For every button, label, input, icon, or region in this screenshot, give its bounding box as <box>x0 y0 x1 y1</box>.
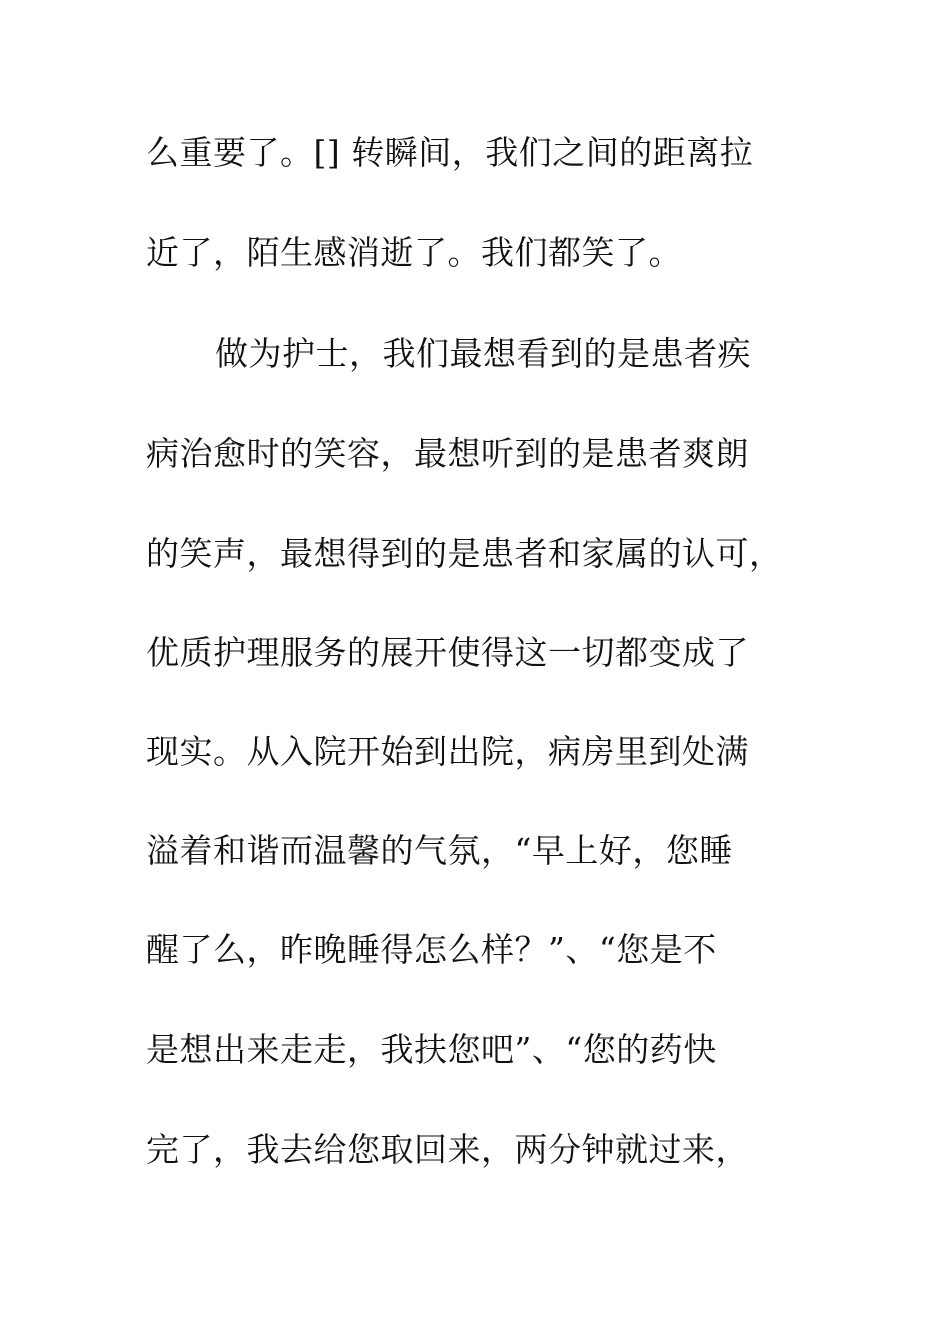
text-line: 么重要了。[] 转瞬间，我们之间的距离拉 <box>146 133 754 172</box>
text-line: 醒了么，昨晚睡得怎么样？”、“您是不 <box>146 930 717 969</box>
text-line: 完了，我去给您取回来，两分钟就过来， <box>146 1130 749 1169</box>
text-line: 溢着和谐而温馨的气氛，“早上好，您睡 <box>146 831 733 870</box>
text-line: 的笑声，最想得到的是患者和家属的认可， <box>146 534 783 573</box>
text-line: 优质护理服务的展开使得这一切都变成了 <box>146 633 749 672</box>
paragraph-first-line: 做为护士，我们最想看到的是患者疾 <box>215 334 751 373</box>
text-line: 病治愈时的笑容，最想听到的是患者爽朗 <box>146 434 749 473</box>
text-line: 是想出来走走，我扶您吧”、“您的药快 <box>146 1030 717 1069</box>
text-line: 近了，陌生感消逝了。我们都笑了。 <box>146 233 682 272</box>
text-line: 现实。从入院开始到出院，病房里到处满 <box>146 732 749 771</box>
